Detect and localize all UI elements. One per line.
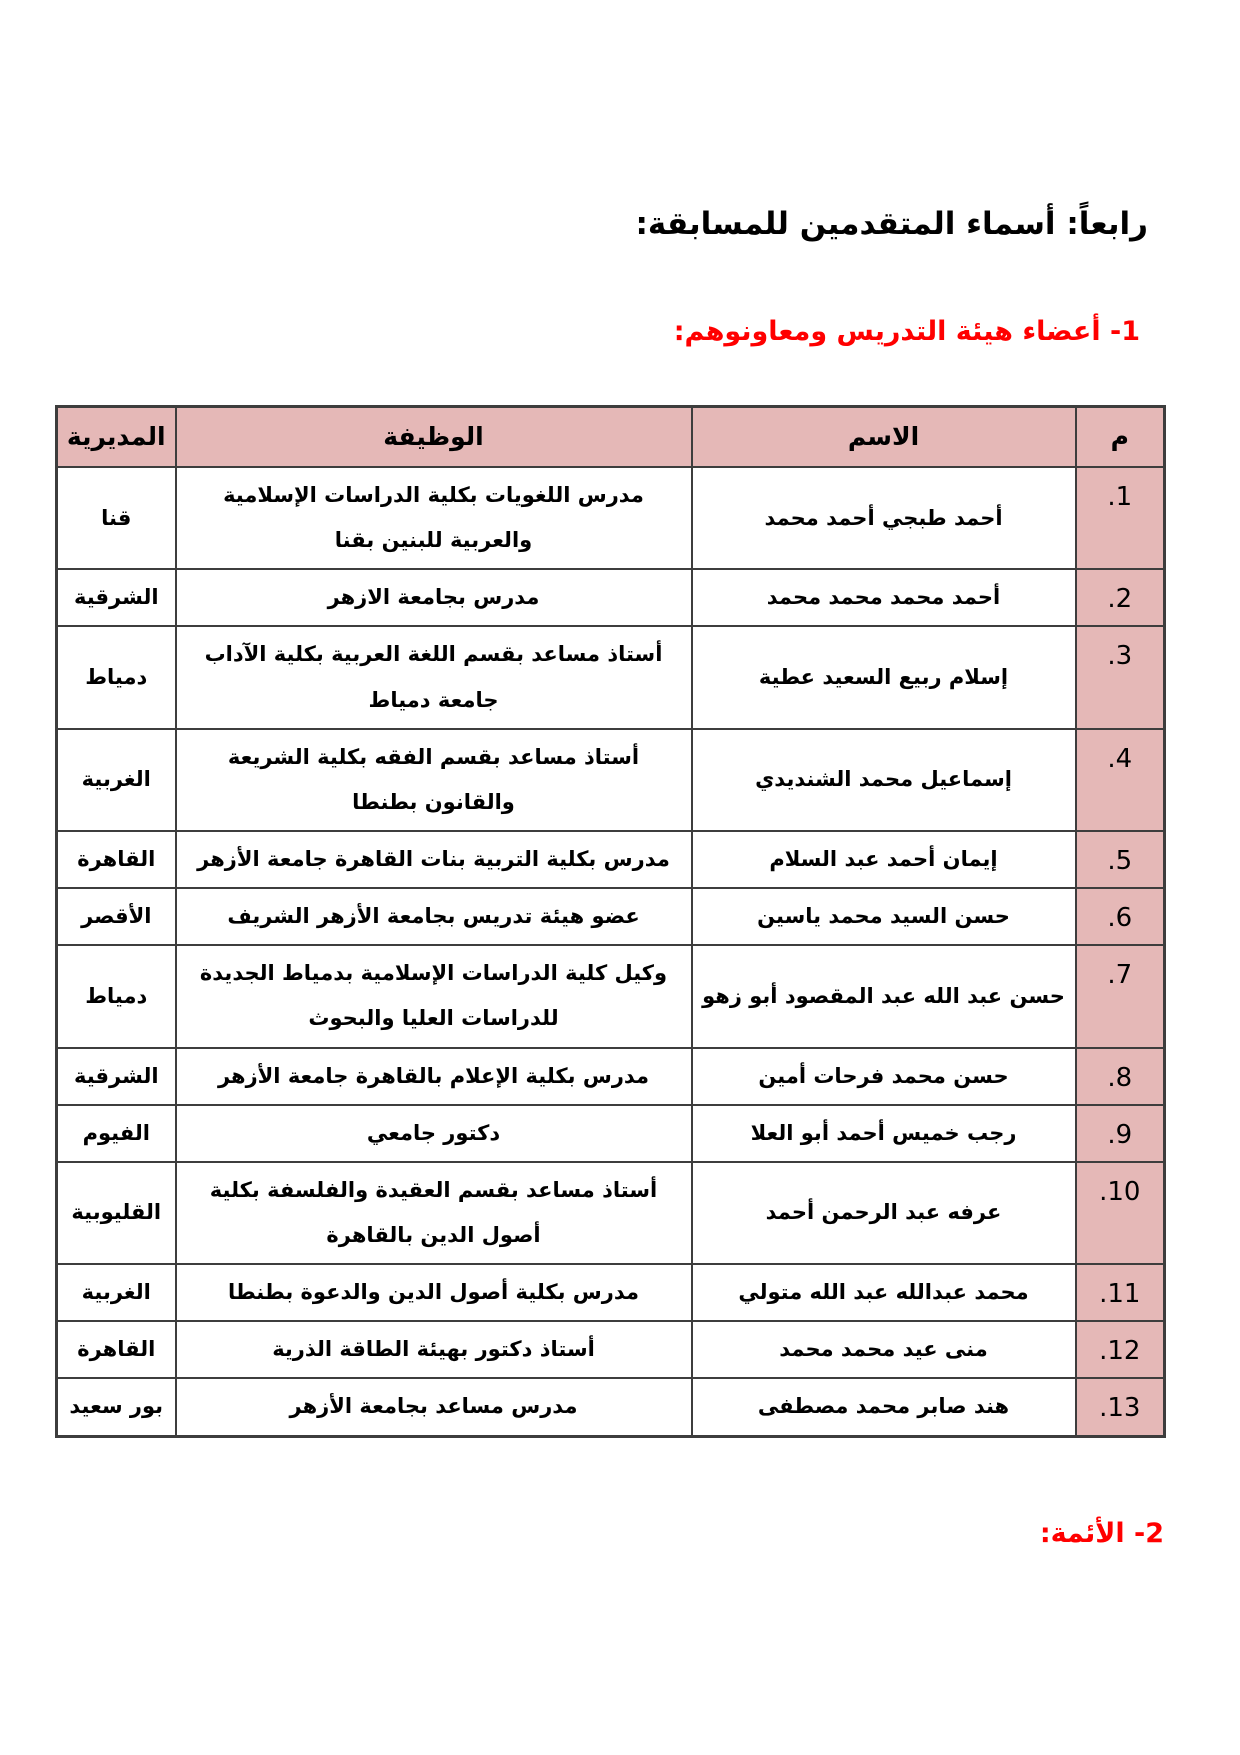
table-row [57, 1378, 1165, 1436]
applicant-directorate-cell: القاهرة [57, 831, 176, 888]
row-number-cell: 6. [1076, 888, 1165, 945]
applicant-name-cell: عرفه عبد الرحمن أحمد [692, 1162, 1076, 1264]
applicant-job-cell: أستاذ مساعد بقسم اللغة العربية بكلية الآداب جامعة دمياط [176, 626, 692, 728]
applicant-name-cell: هند صابر محمد مصطفى [692, 1378, 1076, 1436]
table-row [57, 831, 1165, 888]
row-number-cell: 4. [1076, 729, 1165, 831]
applicant-directorate-cell: الشرقية [57, 569, 176, 626]
row-number-cell: 13. [1076, 1378, 1165, 1436]
row-number-cell: 11. [1076, 1264, 1165, 1321]
table-row [57, 729, 1165, 831]
applicants-table [55, 405, 1166, 1438]
applicant-directorate-cell: دمياط [57, 626, 176, 728]
applicant-name-cell: حسن محمد فرحات أمين [692, 1048, 1076, 1105]
row-number-cell: 8. [1076, 1048, 1165, 1105]
table-row [57, 1048, 1165, 1105]
table-row [57, 1105, 1165, 1162]
applicant-job-cell: وكيل كلية الدراسات الإسلامية بدمياط الجديدة للدراسات العليا والبحوث [176, 945, 692, 1047]
applicant-job-cell: أستاذ مساعد بقسم الفقه بكلية الشريعة والقانون بطنطا [176, 729, 692, 831]
applicant-job-cell: مدرس بكلية أصول الدين والدعوة بطنطا [176, 1264, 692, 1321]
applicant-job-cell: دكتور جامعي [176, 1105, 692, 1162]
applicant-name-cell: إسماعيل محمد الشنديدي [692, 729, 1076, 831]
table-row [57, 888, 1165, 945]
applicant-directorate-cell: دمياط [57, 945, 176, 1047]
applicant-name-cell: أحمد محمد محمد محمد [692, 569, 1076, 626]
table-row [57, 1162, 1165, 1264]
column-header-directorate: المديرية [57, 407, 176, 468]
applicant-job-cell: عضو هيئة تدريس بجامعة الأزهر الشريف [176, 888, 692, 945]
applicant-job-cell: مدرس بكلية التربية بنات القاهرة جامعة الأزهر [176, 831, 692, 888]
page-title: رابعاً: أسماء المتقدمين للمسابقة: [635, 206, 1148, 242]
applicant-name-cell: إيمان أحمد عبد السلام [692, 831, 1076, 888]
applicant-job-cell: مدرس اللغويات بكلية الدراسات الإسلامية والعربية للبنين بقنا [176, 467, 692, 569]
applicant-name-cell: محمد عبدالله عبد الله متولي [692, 1264, 1076, 1321]
applicant-name-cell: منى عيد محمد محمد [692, 1321, 1076, 1378]
applicant-name-cell: حسن السيد محمد ياسين [692, 888, 1076, 945]
row-number-cell: 3. [1076, 626, 1165, 728]
column-header-number: م [1076, 407, 1165, 468]
applicant-name-cell: حسن عبد الله عبد المقصود أبو زهو [692, 945, 1076, 1047]
applicant-directorate-cell: القليوبية [57, 1162, 176, 1264]
row-number-cell: 1. [1076, 467, 1165, 569]
section-2-heading: 2- الأئمة: [1039, 1518, 1164, 1549]
applicant-directorate-cell: الغربية [57, 729, 176, 831]
row-number-cell: 7. [1076, 945, 1165, 1047]
table-row [57, 945, 1165, 1047]
applicant-name-cell: إسلام ربيع السعيد عطية [692, 626, 1076, 728]
applicant-name-cell: أحمد طبجي أحمد محمد [692, 467, 1076, 569]
applicant-job-cell: مدرس بجامعة الازهر [176, 569, 692, 626]
table-body [57, 467, 1165, 1436]
applicant-name-cell: رجب خميس أحمد أبو العلا [692, 1105, 1076, 1162]
applicant-job-cell: مدرس مساعد بجامعة الأزهر [176, 1378, 692, 1436]
applicant-job-cell: أستاذ دكتور بهيئة الطاقة الذرية [176, 1321, 692, 1378]
applicant-directorate-cell: الغربية [57, 1264, 176, 1321]
table-row [57, 569, 1165, 626]
row-number-cell: 10. [1076, 1162, 1165, 1264]
row-number-cell: 2. [1076, 569, 1165, 626]
table-row [57, 467, 1165, 569]
column-header-name: الاسم [692, 407, 1076, 468]
applicant-directorate-cell: القاهرة [57, 1321, 176, 1378]
table-row [57, 626, 1165, 728]
table-row [57, 1264, 1165, 1321]
section-1-heading: 1- أعضاء هيئة التدريس ومعاونوهم: [673, 316, 1140, 347]
row-number-cell: 9. [1076, 1105, 1165, 1162]
column-header-job: الوظيفة [176, 407, 692, 468]
table-row [57, 1321, 1165, 1378]
applicant-job-cell: مدرس بكلية الإعلام بالقاهرة جامعة الأزهر [176, 1048, 692, 1105]
applicant-directorate-cell: بور سعيد [57, 1378, 176, 1436]
applicant-directorate-cell: قنا [57, 467, 176, 569]
row-number-cell: 5. [1076, 831, 1165, 888]
applicant-directorate-cell: الشرقية [57, 1048, 176, 1105]
table-header-row [57, 407, 1165, 468]
applicant-job-cell: أستاذ مساعد بقسم العقيدة والفلسفة بكلية أصول الدين بالقاهرة [176, 1162, 692, 1264]
applicant-directorate-cell: الأقصر [57, 888, 176, 945]
row-number-cell: 12. [1076, 1321, 1165, 1378]
applicant-directorate-cell: الفيوم [57, 1105, 176, 1162]
